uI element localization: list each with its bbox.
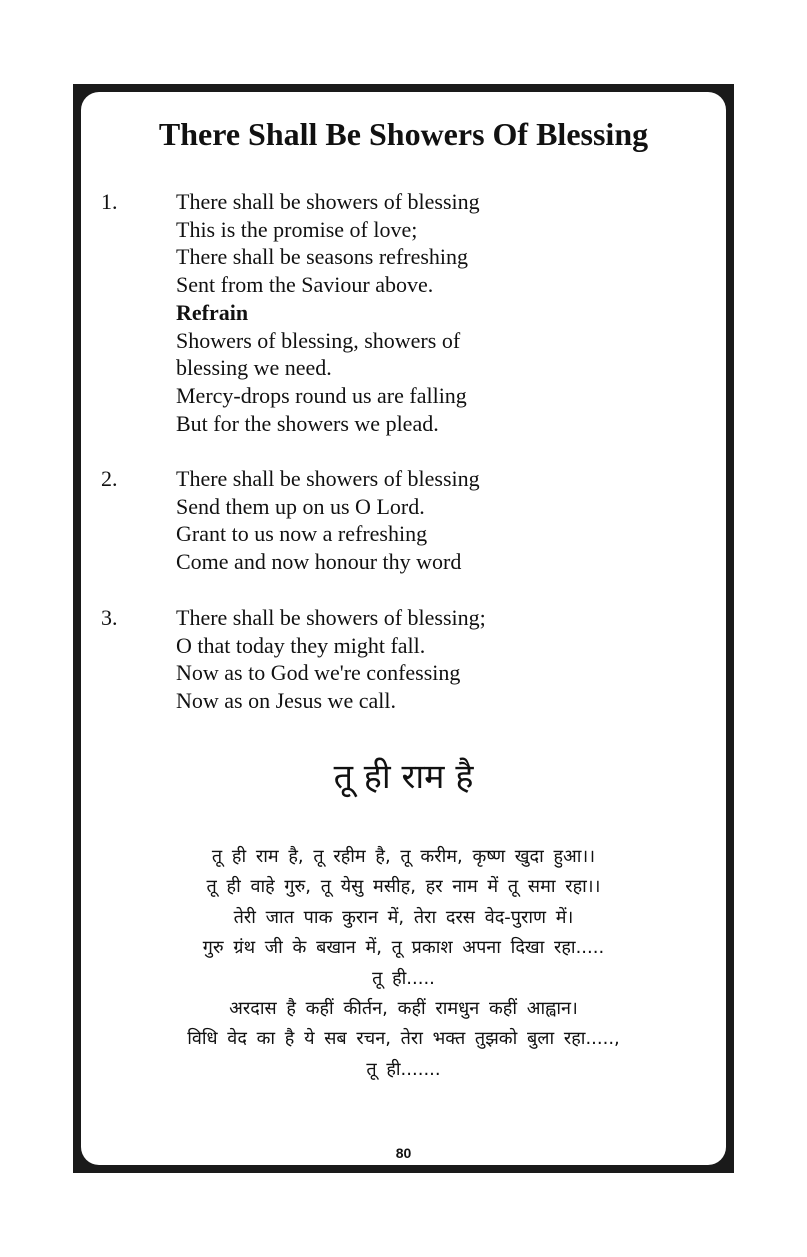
verse-line: O that today they might fall. (176, 632, 426, 658)
verse-line: Grant to us now a refreshing (176, 521, 428, 547)
hindi-hymn-title: तू ही राम है (333, 757, 474, 797)
verse-line: Now as on Jesus we call. (176, 688, 396, 714)
hindi-line: गुरु ग्रंथ जी के बखान में, तू प्रकाश अपना दिखा रहा..... (202, 937, 605, 959)
refrain-line: Showers of blessing, showers of (176, 327, 461, 353)
verse-line: Sent from the Saviour above. (176, 272, 434, 298)
verse-line: Send them up on us O Lord. (176, 493, 425, 519)
refrain-line: But for the showers we plead. (176, 410, 439, 436)
verse-lines (176, 465, 480, 576)
verse-line: There shall be showers of blessing (176, 466, 480, 491)
verse-line: This is the promise of love; (176, 216, 418, 242)
hindi-line: तू ही राम है, तू रहीम है, तू करीम, कृष्ण खुदा हुआ।। (211, 846, 596, 867)
refrain-line: Mercy-drops round us are falling (176, 382, 467, 408)
page-number: 80 (395, 1145, 412, 1161)
hindi-line: विधि वेद का है ये सब रचन, तेरा भक्त तुझको बुला रहा....., (187, 1028, 620, 1050)
hindi-line: तू ही....... (366, 1058, 441, 1080)
verse-line: Now as to God we're confessing (176, 660, 461, 686)
verse-lines (176, 604, 486, 715)
verse-number: 3. (101, 605, 118, 630)
hindi-line: अरदास है कहीं कीर्तन, कहीं रामधुन कहीं आह्वान। (229, 998, 578, 1020)
hymn-title: There Shall Be Showers Of Blessing (158, 116, 649, 152)
hindi-line: तेरी जात पाक कुरान में, तेरा दरस वेद-पुराण में। (233, 906, 574, 928)
verse-line: There shall be showers of blessing; (176, 605, 486, 630)
hindi-line: तू ही वाहे गुरु, तू येसु मसीह, हर नाम में तू समा रहा।। (206, 876, 601, 898)
verse-line: Come and now honour thy word (176, 549, 462, 575)
verse-line: There shall be seasons refreshing (176, 244, 469, 270)
verse-line: There shall be showers of blessing (176, 189, 480, 214)
verse-number: 2. (101, 466, 118, 491)
verse-number: 1. (101, 189, 118, 214)
hindi-lyrics (81, 842, 726, 1085)
refrain-label: Refrain (176, 299, 249, 325)
refrain-line: blessing we need. (176, 355, 332, 381)
verse-lines (176, 188, 480, 437)
hindi-line: तू ही..... (372, 967, 435, 989)
